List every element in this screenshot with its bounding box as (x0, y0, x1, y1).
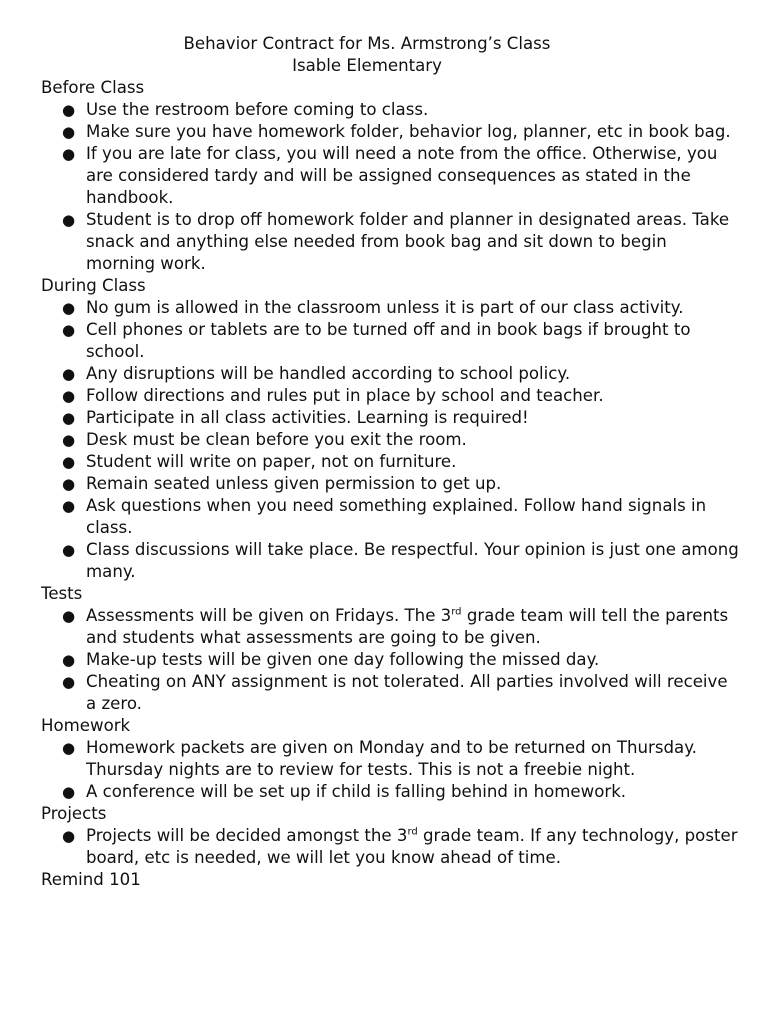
section-heading-before-class: Before Class (41, 78, 145, 97)
tests-list (41, 605, 741, 715)
bullet-icon: ● (62, 607, 76, 625)
document-title: Behavior Contract for Ms. Armstrong’s Class (183, 34, 551, 53)
bullet-icon: ● (62, 783, 76, 801)
list-item: ● If you are late for class, you will need a note from the office. Otherwise, you are considered tardy and will be assigned consequences as stated in the handbook. (62, 144, 718, 207)
bullet-icon: ● (62, 387, 76, 405)
bullet-icon: ● (62, 123, 76, 141)
list-item: ● Cell phones or tablets are to be turned off and in book bags if brought to school. (62, 320, 691, 361)
homework-list (41, 737, 741, 803)
list-item: ● No gum is allowed in the classroom unless it is part of our class activity. (62, 298, 684, 317)
bullet-icon: ● (62, 431, 76, 449)
during-class-list (41, 297, 741, 583)
list-item: ● Remain seated unless given permission to get up. (62, 474, 502, 493)
bullet-icon: ● (62, 673, 76, 691)
list-item: ● Class discussions will take place. Be respectful. Your opinion is just one among many. (62, 540, 739, 581)
list-item: ● Ask questions when you need something explained. Follow hand signals in class. (62, 496, 707, 537)
bullet-icon: ● (62, 827, 76, 845)
bullet-icon: ● (62, 321, 76, 339)
section-heading-homework: Homework (41, 716, 131, 735)
section-heading-tests: Tests (41, 584, 83, 603)
bullet-icon: ● (62, 739, 76, 757)
list-item: ● Student will write on paper, not on furniture. (62, 452, 457, 471)
list-item: ● Homework packets are given on Monday and to be returned on Thursday. Thursday nights are to review for tests. This is not a freebie night. (62, 738, 697, 779)
list-item: ● Cheating on ANY assignment is not tolerated. All parties involved will receive a zero. (62, 672, 728, 713)
list-item: ● Make-up tests will be given one day following the missed day. (62, 650, 600, 669)
bullet-icon: ● (62, 365, 76, 383)
section-heading-during-class: During Class (41, 276, 146, 295)
bullet-icon: ● (62, 299, 76, 317)
section-heading-remind-101: Remind 101 (41, 870, 141, 889)
contract-document (41, 33, 741, 891)
bullet-icon: ● (62, 409, 76, 427)
bullet-icon: ● (62, 541, 76, 559)
bullet-icon: ● (62, 497, 76, 515)
school-name: Isable Elementary (292, 56, 442, 75)
list-item: ● Projects will be decided amongst the 3rd grade team. If any technology, poster board, etc is needed, we will let you know ahead of time. (62, 826, 738, 867)
section-heading-projects: Projects (41, 804, 107, 823)
before-class-list (41, 99, 741, 275)
list-item: ● Any disruptions will be handled according to school policy. (62, 364, 571, 383)
list-item: ● Assessments will be given on Fridays. The 3rd grade team will tell the parents and students what assessments are going to be given. (62, 606, 729, 647)
bullet-icon: ● (62, 211, 76, 229)
list-item: ● Student is to drop off homework folder and planner in designated areas. Take snack and anything else needed from book bag and sit down to begin morning work. (62, 210, 730, 273)
bullet-icon: ● (62, 475, 76, 493)
projects-list (41, 825, 741, 869)
bullet-icon: ● (62, 145, 76, 163)
list-item: ● Participate in all class activities. Learning is required! (62, 408, 529, 427)
list-item: ● A conference will be set up if child is falling behind in homework. (62, 782, 627, 801)
bullet-icon: ● (62, 453, 76, 471)
bullet-icon: ● (62, 651, 76, 669)
list-item: ● Desk must be clean before you exit the room. (62, 430, 467, 449)
list-item: ● Use the restroom before coming to class. (62, 100, 429, 119)
list-item: ● Make sure you have homework folder, behavior log, planner, etc in book bag. (62, 122, 731, 141)
bullet-icon: ● (62, 101, 76, 119)
list-item: ● Follow directions and rules put in place by school and teacher. (62, 386, 604, 405)
